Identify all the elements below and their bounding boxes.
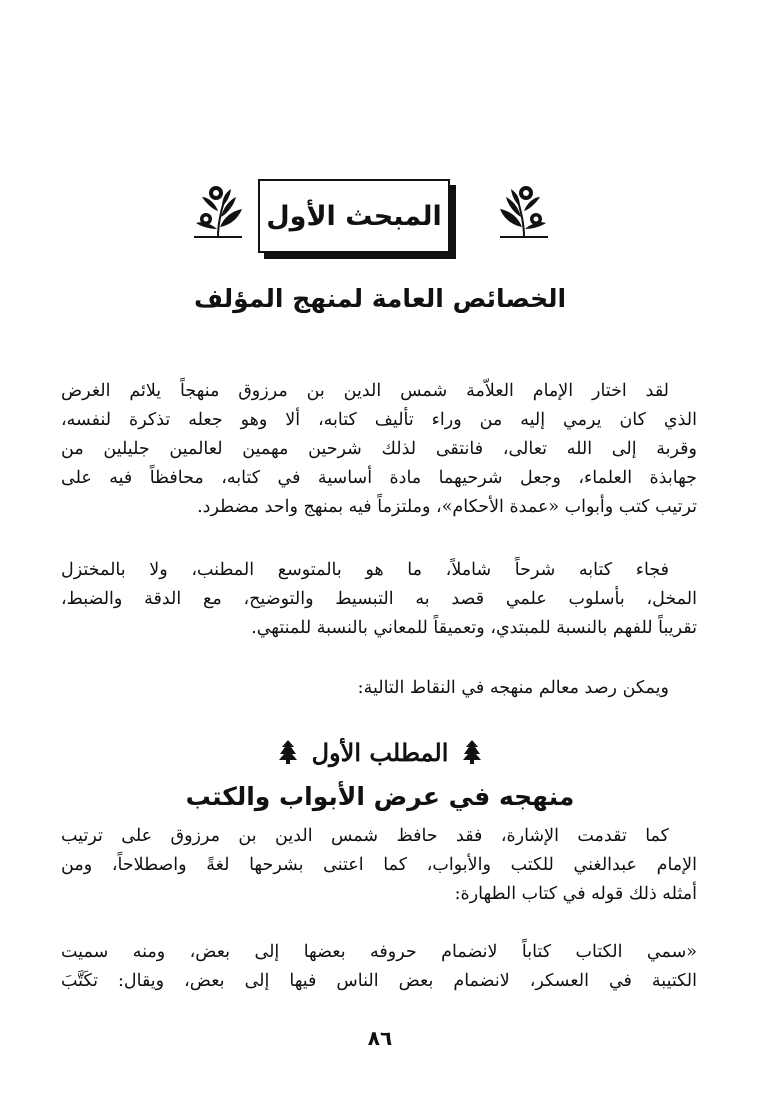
text-line: ترتيب كتب وأبواب «عمدة الأحكام»، وملتزماً فيه بمنهج واحد مضطرد. (197, 497, 697, 517)
text-line: «سمي الكتاب كتاباً لانضمام حروفه بعضها إلى بعض، ومنه سميت (61, 942, 697, 962)
floral-ornament-icon (188, 181, 248, 243)
text-line: وقربة إلى الله تعالى، فانتقى لذلك شرحين مهمين لعالمين جليلين من (61, 439, 697, 459)
text-line: الذي كان يرمي إليه من وراء تأليف كتابه، ألا وهو جعله تذكرة لنفسه، (61, 410, 697, 430)
chapter-header (188, 175, 554, 265)
chapter-title-box (258, 179, 450, 253)
paragraph (61, 556, 697, 643)
text-line: جهابذة العلماء، وجعل شرحيهما مادة أساسية في كتابه، محافظاً فيه على (61, 468, 697, 488)
text-line: الإمام عبدالغني للكتب والأبواب، كما اعتنى بشرحها لغةً واصطلاحاً، ومن (61, 855, 697, 875)
text-line: لقد اختار الإمام العلاّمة شمس الدين بن مرزوق منهجاً يلائم الغرض (61, 381, 669, 401)
text-line: الكتيبة في العسكر، لانضمام بعض الناس فيها إلى بعض، ويقال: تكَتَّبَ (61, 971, 697, 991)
text-line: المخل، بأسلوب علمي قصد به التبسيط والتوضيح، مع الدقة والضبط، (61, 589, 697, 609)
subsection-title: منهجه في عرض الأبواب والكتب (185, 782, 575, 811)
quotation (61, 938, 697, 996)
text-line: كما تقدمت الإشارة، فقد حافظ شمس الدين بن مرزوق على ترتيب (61, 826, 669, 846)
subsection-header (250, 727, 510, 777)
text-line: ويمكن رصد معالم منهجه في النقاط التالية: (357, 678, 669, 698)
text-line: أمثله ذلك قوله في كتاب الطهارة: (454, 884, 697, 904)
page-number: ٨٦ (367, 1026, 393, 1050)
subsection-label: المطلب الأول (311, 737, 449, 767)
text-line: فجاء كتابه شرحاً شاملاً، ما هو بالمتوسع المطنب، ولا بالمختزل (61, 560, 669, 580)
tree-icon (462, 739, 482, 765)
paragraph (61, 377, 697, 522)
text-line: تقريباً للفهم بالنسبة للمبتدي، وتعميقاً للمعاني بالنسبة للمنتهي. (251, 618, 697, 638)
floral-ornament-icon (494, 181, 554, 243)
chapter-title: المبحث الأول (266, 200, 442, 232)
section-title: الخصائص العامة لمنهج المؤلف (193, 284, 567, 313)
paragraph (61, 822, 697, 909)
tree-icon (278, 739, 298, 765)
paragraph (61, 674, 697, 703)
